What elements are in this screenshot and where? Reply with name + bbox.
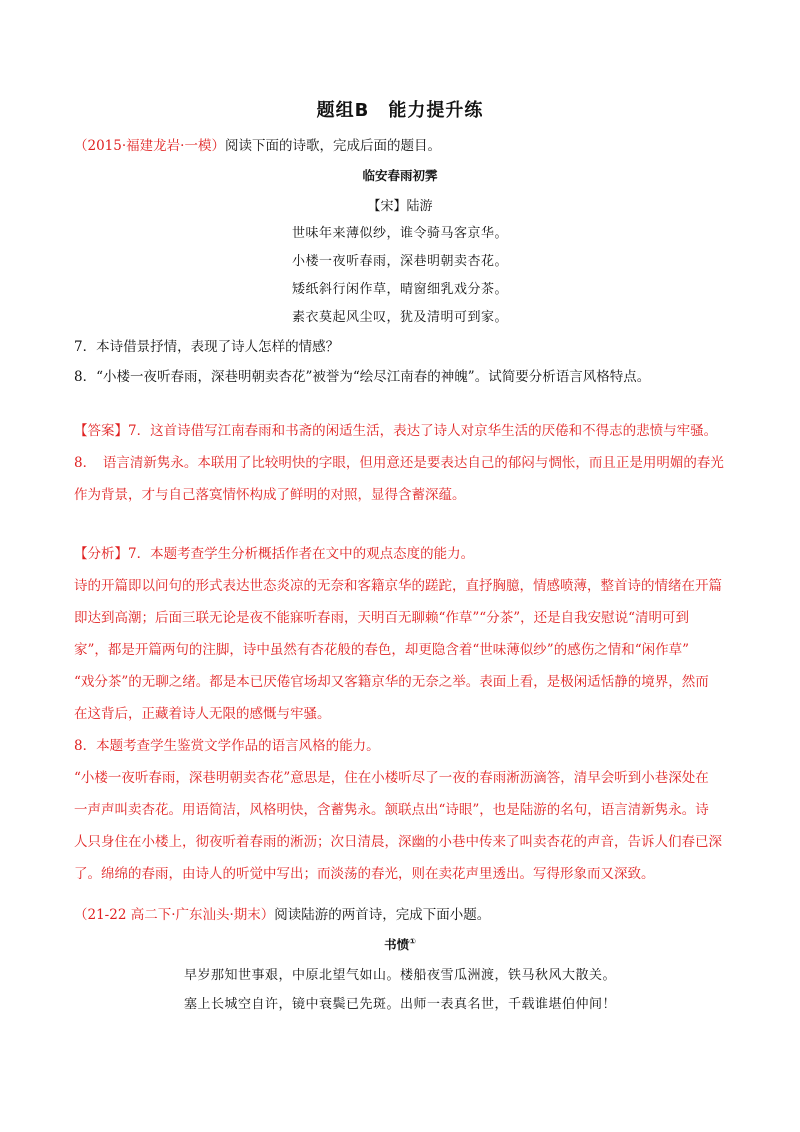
analysis-line: 诗的开篇即以问句的形式表达世态炎凉的无奈和客籍京华的蹉跎，直抒胸臆，情感喷薄，整首诗的情绪在开篇 xyxy=(74,578,722,594)
analysis-line: 即达到高潮；后面三联无论是夜不能寐听春雨，天明百无聊赖“作草”“分茶”，还是自我安慰说“清明可到 xyxy=(74,610,690,626)
question-2-intro: 阅读陆游的两首诗，完成下面小题。 xyxy=(274,907,491,923)
analysis-line: “小楼一夜听春雨，深巷明朝卖杏花”意思是，住在小楼听尽了一夜的春雨淅沥滴答，清早会听到小巷深处在 xyxy=(74,770,709,786)
analysis-line: “戏分茶”的无聊之绪。都是本已厌倦官场却又客籍京华的无奈之举。表面上看，是极闲适恬静的境界，然而 xyxy=(74,674,709,690)
answer-line: 【答案】7．这首诗借写江南春雨和书斋的闲适生活，表达了诗人对京华生活的厌倦和不得志的悲愤与牢骚。 xyxy=(74,423,718,439)
answer-block xyxy=(74,415,724,511)
analysis-line: 家”，都是开篇两句的注脚，诗中虽然有杏花般的春色，却更隐含着“世味薄似纱”的感伤之情和“闲作草” xyxy=(74,642,690,658)
poem-1-line: 素衣莫起风尘叹，犹及清明可到家。 xyxy=(291,310,508,325)
analysis-line: 一声声叫卖杏花。用语简洁，风格明快，含蓄隽永。颔联点出“诗眼”，也是陆游的名句，语言清新隽永。诗 xyxy=(74,802,709,818)
poem-1-author: 【宋】陆游 xyxy=(367,199,433,214)
poem-1-title: 临安春雨初霁 xyxy=(362,168,438,183)
question-1-source: （2015·福建龙岩·一模） xyxy=(74,138,225,154)
question-1-intro: 阅读下面的诗歌，完成后面的题目。 xyxy=(224,138,441,154)
poem-2-title-text: 书愤 xyxy=(384,937,410,952)
question-2-source: （21-22 高二下·广东汕头·期末） xyxy=(74,907,275,923)
analysis-block xyxy=(74,538,724,890)
question-1-header xyxy=(74,134,441,154)
section-title: 题组B 能力提升练 xyxy=(316,100,484,121)
poem-1-line: 矮纸斜行闲作草，晴窗细乳戏分茶。 xyxy=(291,282,508,297)
answer-line: 8． 语言清新隽永。本联用了比较明快的字眼，但用意还是要表达自己的郁闷与惆怅，而且正是用明媚的春光 xyxy=(74,455,724,471)
analysis-line: 了。绵绵的春雨，由诗人的听觉中写出；而淡荡的春光，则在卖花声里透出。写得形象而又深致。 xyxy=(74,866,655,882)
analysis-line: 人只身住在小楼上，彻夜听着春雨的淅沥；次日清晨，深幽的小巷中传来了叫卖杏花的声音，告诉人们春已深 xyxy=(74,834,722,850)
poem-2-title xyxy=(0,935,800,953)
poem-2-line: 早岁那知世事艰，中原北望气如山。楼船夜雪瓜洲渡，铁马秋风大散关。 xyxy=(183,968,616,983)
question-8: 8．“小楼一夜听春雨，深巷明朝卖杏花”被誉为“绘尽江南春的神魄”。试简要分析语言风格特点。 xyxy=(74,369,651,385)
poem-1-line: 世味年来薄似纱，谁令骑马客京华。 xyxy=(291,226,508,241)
analysis-line: 在这背后，正藏着诗人无限的感慨与牢骚。 xyxy=(74,706,331,722)
answer-line: 作为背景，才与自己落寞情怀构成了鲜明的对照，显得含蓄深蕴。 xyxy=(74,487,466,503)
footnote-marker: ① xyxy=(409,936,416,946)
question-7: 7．本诗借景抒情，表现了诗人怎样的情感？ xyxy=(74,339,340,355)
poem-2-line: 塞上长城空自许，镜中衰鬓已先斑。出师一表真名世，千载谁堪伯仲间！ xyxy=(183,997,616,1012)
question-2-header xyxy=(74,903,490,923)
analysis-line: 【分析】7．本题考查学生分析概括作者在文中的观点态度的能力。 xyxy=(74,546,475,562)
analysis-line: 8．本题考查学生鉴赏文学作品的语言风格的能力。 xyxy=(74,738,380,754)
poem-1-line: 小楼一夜听春雨，深巷明朝卖杏花。 xyxy=(291,254,508,269)
